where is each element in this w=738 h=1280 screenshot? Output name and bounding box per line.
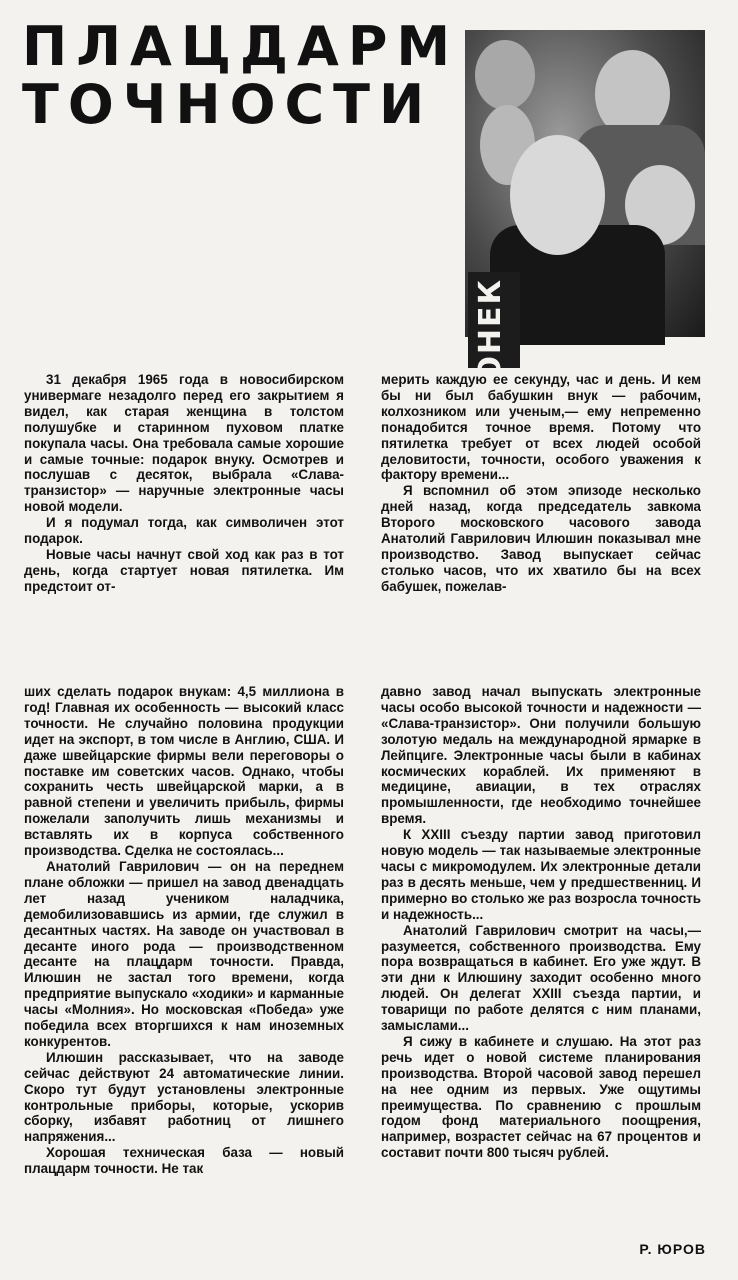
paragraph: ших сделать подарок внукам: 4,5 миллиона в год! Главная их особенность — высокий класс точности. Не случайно половина продукции идет на экспорт, в том числе в Англию, США. И даже швейцарские фирмы вели переговоры о поставке им советских часов. Однако, чтобы сохранить честь швейцарской марки, а в равной степени и увеличить прибыль, фирмы пожелали заполучить лишь механизмы и вставлять их в корпуса собственного производства. Сделка не состоялась... (24, 684, 344, 859)
paragraph: Анатолий Гаврилович — он на переднем плане обложки — пришел на завод двенадцать лет назад учеником наладчика, демобилизовавшись из армии, где служил в десантных частях. На заводе он участвовал в десанте иного рода — производственном десанте на плацдарм точности. Правда, Илюшин не застал того времени, когда предприятие выпускало «ходики» и карманные часы «Молния». Но московская «Победа» уже победила всех вторгшихся к нам иноземных конкурентов. (24, 858, 344, 1049)
paragraph: Илюшин рассказывает, что на заводе сейчас действуют 24 автоматические линии. Скоро тут будут установлены электронные контрольные приборы, которые, ускорив сборку, избавят работниц от лишнего напряжения... (24, 1049, 344, 1145)
cover-photo (465, 30, 705, 431)
headline (22, 15, 460, 136)
paragraph: 31 декабря 1965 года в новосибирском универмаге незадолго перед его закрытием я видел, как старая женщина в толстом полушубке и старинном пуховом платке покупала часы. Она требовала самые хорошие и самые точные: подарок внуку. Осмотрев и послушав с десяток, выбрала «Слава-транзистор» — наручные электронные часы новой модели. (24, 372, 344, 515)
paragraph: К XXIII съезду партии завод приготовил новую модель — так называемые электронные часы с микромодулем. Их электронные детали раз в десять меньше, чем у предшественниц. И примерно во столько же раз возросла точность и надежность... (381, 827, 701, 922)
paragraph: И я подумал тогда, как символичен этот подарок. (24, 515, 344, 547)
paragraph: Хорошая техническая база — новый плацдарм точности. Не так (24, 1145, 344, 1177)
paragraph: Анатолий Гаврилович смотрит на часы,— разумеется, собственного производства. Ему пора возвращаться в кабинет. Его уже ждут. В эти дни к Илюшину заходит особенно много людей. Он делегат XXIII съезда партии, и товарищи по работе делятся с ним планами, замыслами... (381, 922, 701, 1034)
headline-line-1: ПЛАЦДАРМ (22, 15, 460, 78)
magazine-logo-text: ОГОНЕК (473, 278, 508, 431)
paragraph: Новые часы начнут свой ход как раз в тот день, когда стартует новая пятилетка. Им предстоит от- (24, 546, 344, 594)
article-column-4 (381, 684, 701, 1161)
article-column-1 (24, 372, 344, 595)
paragraph: мерить каждую ее секунду, час и день. И кем бы ни был бабушкин внук — рабочим, колхозником или ученым,— ему непременно понадобится точное время. Потому что пятилетка требует от всех людей особой деловитости, точности, особого уважения к фактору времени... (381, 372, 701, 483)
article-column-2 (381, 372, 701, 595)
author-signature: Р. ЮРОВ (639, 1241, 706, 1257)
paragraph: Я сижу в кабинете и слушаю. На этот раз речь идет о новой системе планирования производства. Второй часовой завод перешел на нее одним из первых. Уже ощутимы преимущества. По сравнению с прошлым годом фонд материального поощрения, например, возрастет сейчас на 67 процентов и составит почти 800 тысяч рублей. (381, 1033, 701, 1161)
paragraph: давно завод начал выпускать электронные часы особо высокой точности и надежности — «Слава-транзистор». Они получили большую золотую медаль на международной ярмарке в Лейпциге. Электронные часы были в кабинах космических кораблей. Их применяют в медицине, авиации, в тех отраслях промышленности, где необходимо точнейшее время. (381, 684, 701, 827)
paragraph: Я вспомнил об этом эпизоде несколько дней назад, когда председатель завкома Второго московского часового завода Анатолий Гаврилович Илюшин показывал мне производство. Завод выпускает сейчас столько часов, что их хватило бы на всех бабушек, пожелав- (381, 483, 701, 594)
headline-line-2: ТОЧНОСТИ (22, 73, 434, 136)
article-column-3 (24, 684, 344, 1177)
